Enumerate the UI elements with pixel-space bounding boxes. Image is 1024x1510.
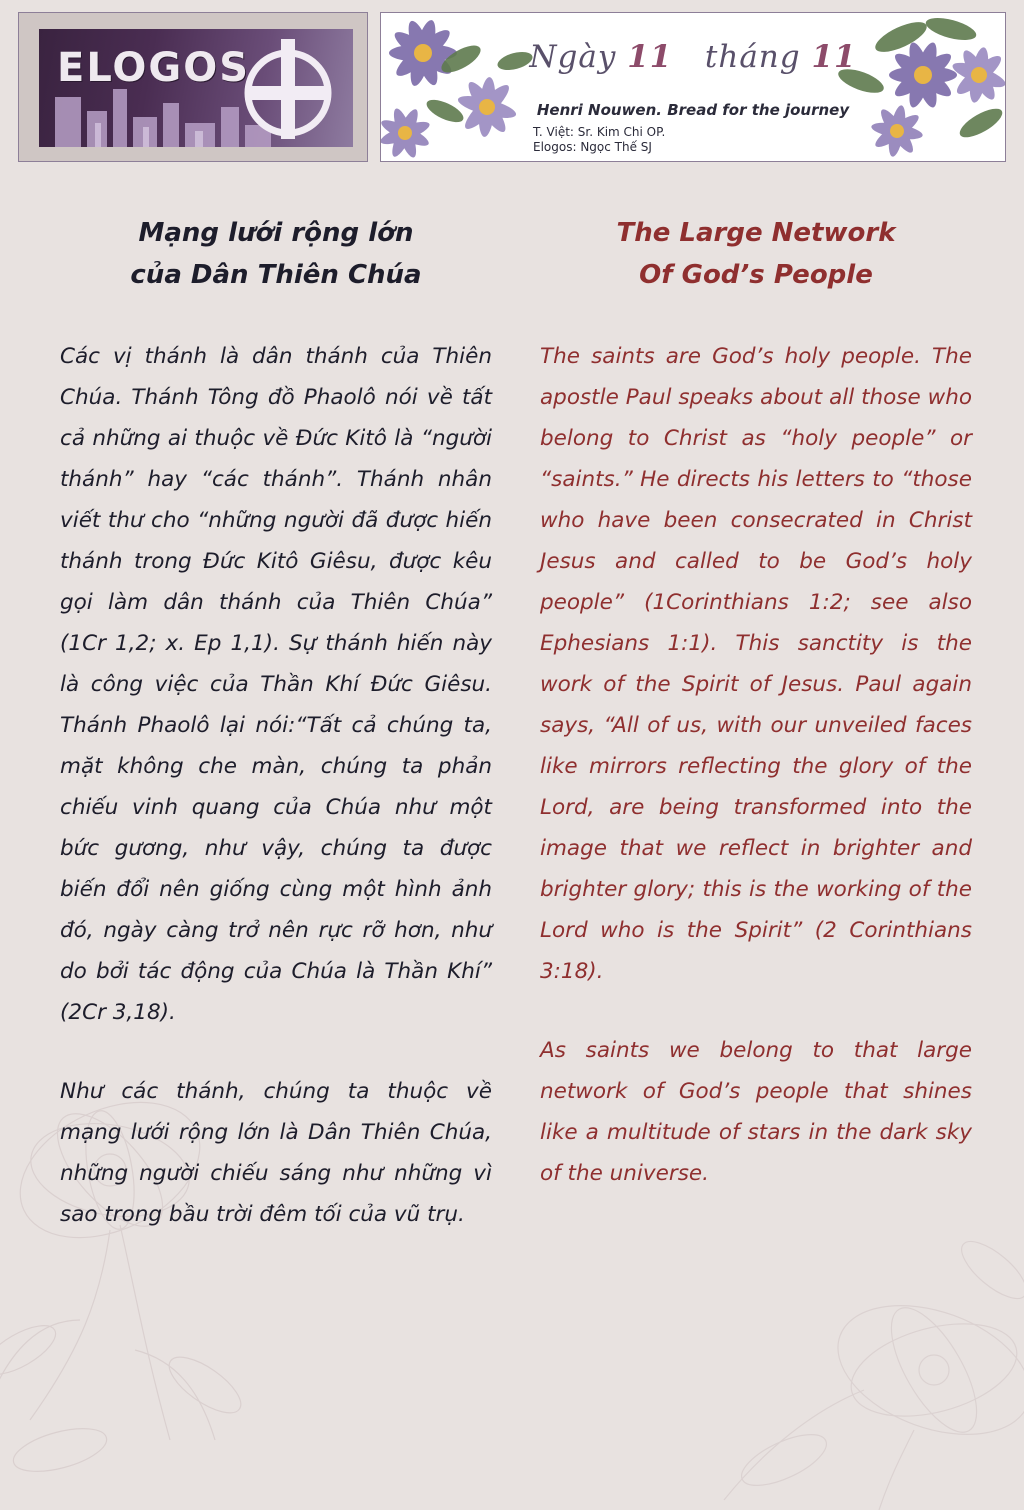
credit-translator: T. Việt: Sr. Kim Chi OP. — [533, 125, 666, 139]
logo-wordmark: ELOGOS — [57, 45, 251, 91]
title-panel — [380, 12, 1006, 162]
column-english — [540, 212, 972, 1273]
vietnamese-paragraph-1: Các vị thánh là dân thánh của Thiên Chúa. Thánh Tông đồ Phaolô nói về tất cả những ai thuộc về Đức Kitô là “người thánh” hay “các thánh”. Thánh nhân viết thư cho “những người đã được hiến thánh trong Đức Kitô Giêsu, được kêu gọi làm dân thánh của Thiên Chúa” (1Cr 1,2; x. Ep 1,1). Sự thánh hiến này là công việc của Thần Khí Đức Giêsu. Thánh Phaolô lại nói:“Tất cả chúng ta, mặt không che màn, chúng ta phản chiếu vinh quang của Chúa như một bức gương, như vậy, chúng ta được biến đổi nên giống cùng một hình ảnh đó, ngày càng trở nên rực rỡ hơn, như do bởi tác động của Chúa là Thần Khí” (2Cr 3,18). — [60, 344, 492, 1025]
credits — [533, 125, 665, 155]
english-paragraph-1: The saints are God’s holy people. The apostle Paul speaks about all those who belong to Christ as “holy people” or “saints.” He directs his letters to “those who have been consecrated in Christ Jesus and called to be God’s holy people” (1Corinthians 1:2; see also Ephesians 1:1). This sanctity is the work of the Spirit of Jesus. Paul again says, “All of us, with our unveiled faces like mirrors reflecting the glory of the Lord, are being transformed into the image that we reflect in brighter and brighter glory; this is the working of the Lord who is the Spirit” (2 Corinthians 3:18). — [540, 344, 972, 984]
aster-flowers-left-icon — [380, 12, 545, 162]
source-citation: Henri Nouwen. Bread for the journey — [536, 101, 850, 119]
english-paragraph-2: As saints we belong to that large network of God’s people that shines like a multitude of stars in the dark sky of the universe. — [540, 1038, 972, 1186]
aster-flowers-right-icon — [801, 12, 1006, 162]
date-day: 11 — [627, 39, 673, 75]
logo-art — [39, 29, 353, 147]
english-title-line2: Of God’s People — [639, 260, 873, 290]
credit-elogos: Elogos: Ngọc Thế SJ — [533, 140, 652, 154]
vietnamese-title — [60, 212, 492, 296]
english-title — [540, 212, 972, 296]
column-vietnamese — [60, 212, 492, 1273]
date-month: 11 — [811, 39, 857, 75]
english-title-line1: The Large Network — [616, 218, 896, 248]
logo-panel — [18, 12, 368, 162]
vietnamese-title-line2: của Dân Thiên Chúa — [130, 260, 422, 290]
date-line — [529, 39, 856, 75]
vietnamese-title-line1: Mạng lưới rộng lớn — [138, 218, 414, 248]
date-word-day: Ngày — [529, 39, 617, 75]
vietnamese-paragraph-2: Như các thánh, chúng ta thuộc về mạng lưới rộng lớn là Dân Thiên Chúa, những người chiếu sáng như những vì sao trong bầu trời đêm tối của vũ trụ. — [60, 1079, 492, 1227]
article-body — [60, 212, 972, 1273]
document-header — [18, 12, 1006, 162]
date-word-month: tháng — [704, 39, 801, 75]
